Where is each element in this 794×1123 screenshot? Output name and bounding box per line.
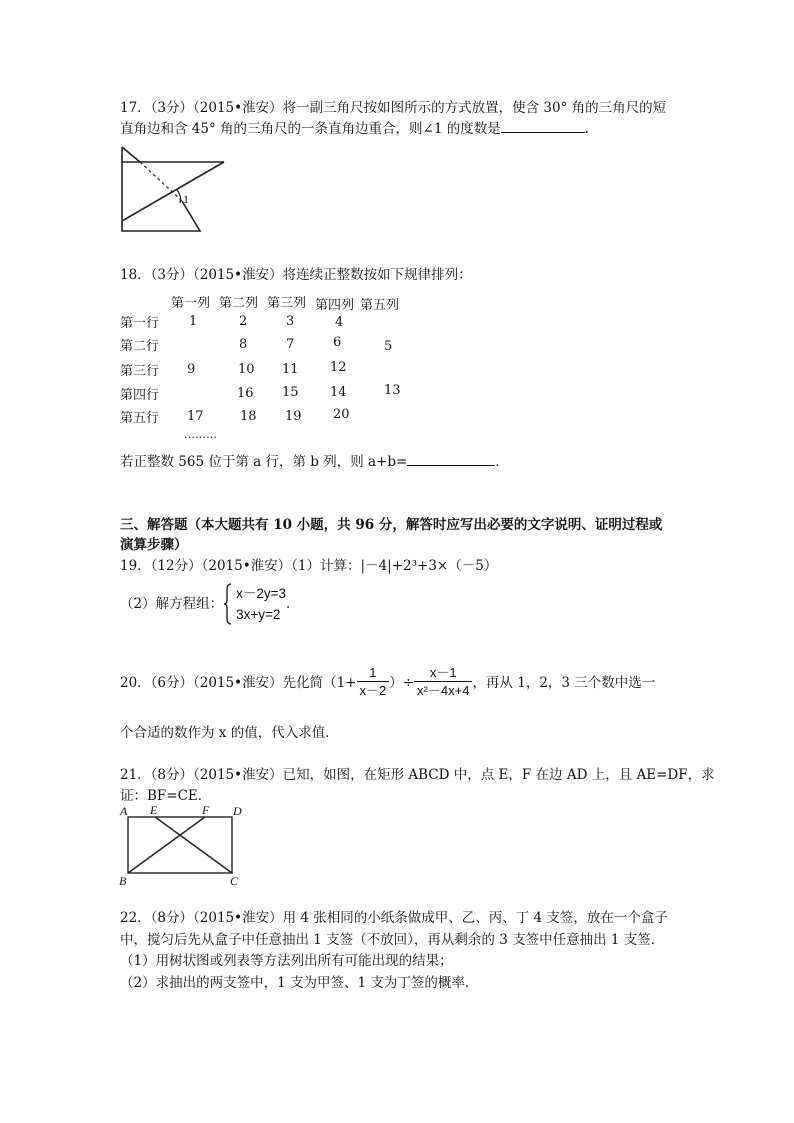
section3-heading-line2: 演算步骤） xyxy=(120,537,188,553)
q17-line2 xyxy=(120,118,598,140)
q22-line2: 中，搅匀后先从盒子中任意抽出 1 支签（不放回），再从剩余的 3 支签中任意抽出 1 支签． xyxy=(120,932,665,948)
q20-f2-denominator: x²－4x+4 xyxy=(417,683,470,698)
q21-rectangle-figure xyxy=(116,803,246,889)
q17-period: ． xyxy=(584,121,599,137)
section3-heading-line1: 三、解答题（本大题共有 10 小题，共 96 分，解答时应写出必要的文字说明、证明过程或 xyxy=(120,517,663,533)
q20-mid: ）÷ xyxy=(389,674,415,691)
q18-period: ． xyxy=(495,454,509,470)
q21-label-b: B xyxy=(119,874,127,888)
q19-brace-icon xyxy=(223,582,233,626)
q18-row4-c3: 15 xyxy=(282,385,299,400)
q21-label-d: D xyxy=(233,804,242,818)
q22-line1: 22．（8分）（2015•淮安）用 4 张相同的小纸条做成甲、乙、丙、丁 4 支签，放在一个盒子 xyxy=(120,910,668,926)
q18-row2-c3: 7 xyxy=(286,337,295,352)
q18-row3-c1: 9 xyxy=(187,362,196,377)
q20-fraction-2 xyxy=(414,665,472,700)
q19-period: ． xyxy=(286,596,300,612)
q18-row4-label: 第四行 xyxy=(120,388,160,403)
q18-row3-label: 第三行 xyxy=(120,364,160,379)
q18-row1-c2: 2 xyxy=(239,314,248,329)
q19-part2-prefix: （2）解方程组： xyxy=(120,596,224,612)
q20-f2-numerator: x－1 xyxy=(414,665,472,682)
q20-prefix: 20．（6分）（2015•淮安）先化简（1+ xyxy=(120,674,357,691)
q18-row1-c4: 4 xyxy=(335,315,344,330)
q20-f1-denominator: x－2 xyxy=(359,683,387,698)
q18-row4-c5: 13 xyxy=(384,383,401,398)
q18-row2-c2: 8 xyxy=(239,337,248,352)
q17-triangle-figure xyxy=(118,143,230,235)
q18-row2-c4: 6 xyxy=(333,335,342,350)
q17-line1: 17．（3分）（2015•淮安）将一副三角尺按如图所示的方式放置，使含 30° 角的三角尺的短 xyxy=(120,100,667,116)
q18-row2-c5: 5 xyxy=(384,339,393,354)
q21-label-a: A xyxy=(120,804,128,818)
q17-angle-label: 1 xyxy=(183,192,189,206)
q18-line1: 18．（3分）（2015•淮安）将连续正整数按如下规律排列： xyxy=(120,267,472,283)
q18-row3-c3: 11 xyxy=(282,362,299,377)
q18-row3-c4: 12 xyxy=(330,360,347,375)
q22-line3: （1）用树状图或列表等方法列出所有可能出现的结果； xyxy=(120,953,453,969)
q18-col-4: 第四列 xyxy=(315,298,355,313)
q19-line1: 19．（12分）（2015•淮安）（1）计算：|－4|+2³+3×（－5） xyxy=(120,558,498,574)
q21-label-c: C xyxy=(230,874,239,888)
q18-col-2: 第二列 xyxy=(219,296,259,311)
q18-row1-c1: 1 xyxy=(189,314,198,329)
q20-line2: 个合适的数作为 x 的值，代入求值． xyxy=(120,725,339,741)
q21-label-e: E xyxy=(150,803,158,817)
q18-row3-c2: 10 xyxy=(238,362,255,377)
q20-f1-numerator: 1 xyxy=(357,665,390,682)
q18-question-text: 若正整数 565 位于第 a 行，第 b 列，则 a+b= xyxy=(120,454,408,470)
q17-answer-blank[interactable] xyxy=(501,118,585,133)
q18-row5-label: 第五行 xyxy=(120,411,160,426)
q19-part2 xyxy=(120,582,300,626)
q21-label-f: F xyxy=(202,803,210,817)
q19-eq1: x－2y=3 xyxy=(236,586,286,601)
q20-fraction-1 xyxy=(357,665,390,700)
q18-row4-c2: 16 xyxy=(237,386,254,401)
q19-eq2: 3x+y=2 xyxy=(236,607,281,622)
q18-row4-c4: 14 xyxy=(330,385,347,400)
q18-row5-c3: 19 xyxy=(285,409,302,424)
q18-answer-blank[interactable] xyxy=(407,451,495,466)
q18-row1-label: 第一行 xyxy=(120,316,160,331)
q17-line2-text: 直角边和含 45° 角的三角尺的一条直角边重合，则∠1 的度数是 xyxy=(120,121,501,137)
q20-line1 xyxy=(120,665,655,700)
q18-row5-c4: 20 xyxy=(333,407,350,422)
q18-col-3: 第三列 xyxy=(267,296,307,311)
q18-row1-c3: 3 xyxy=(286,314,295,329)
q18-row5-c1: 17 xyxy=(187,409,204,424)
q18-col-1: 第一列 xyxy=(171,296,211,311)
q21-line2: 证：BF=CE． xyxy=(120,788,212,804)
q18-line-end xyxy=(120,451,509,473)
q18-col-5: 第五列 xyxy=(360,298,400,313)
q18-ellipsis: ……… xyxy=(184,428,217,441)
q18-row2-label: 第二行 xyxy=(120,339,160,354)
q22-line4: （2）求抽出的两支签中，1 支为甲签、1 支为丁签的概率． xyxy=(120,975,479,991)
q18-row5-c2: 18 xyxy=(240,409,257,424)
q20-suffix: ，再从 1，2，3 三个数中选一 xyxy=(472,674,656,691)
q21-line1: 21．（8分）（2015•淮安）已知，如图，在矩形 ABCD 中，点 E，F 在边 AD 上，且 AE=DF，求 xyxy=(120,767,715,783)
